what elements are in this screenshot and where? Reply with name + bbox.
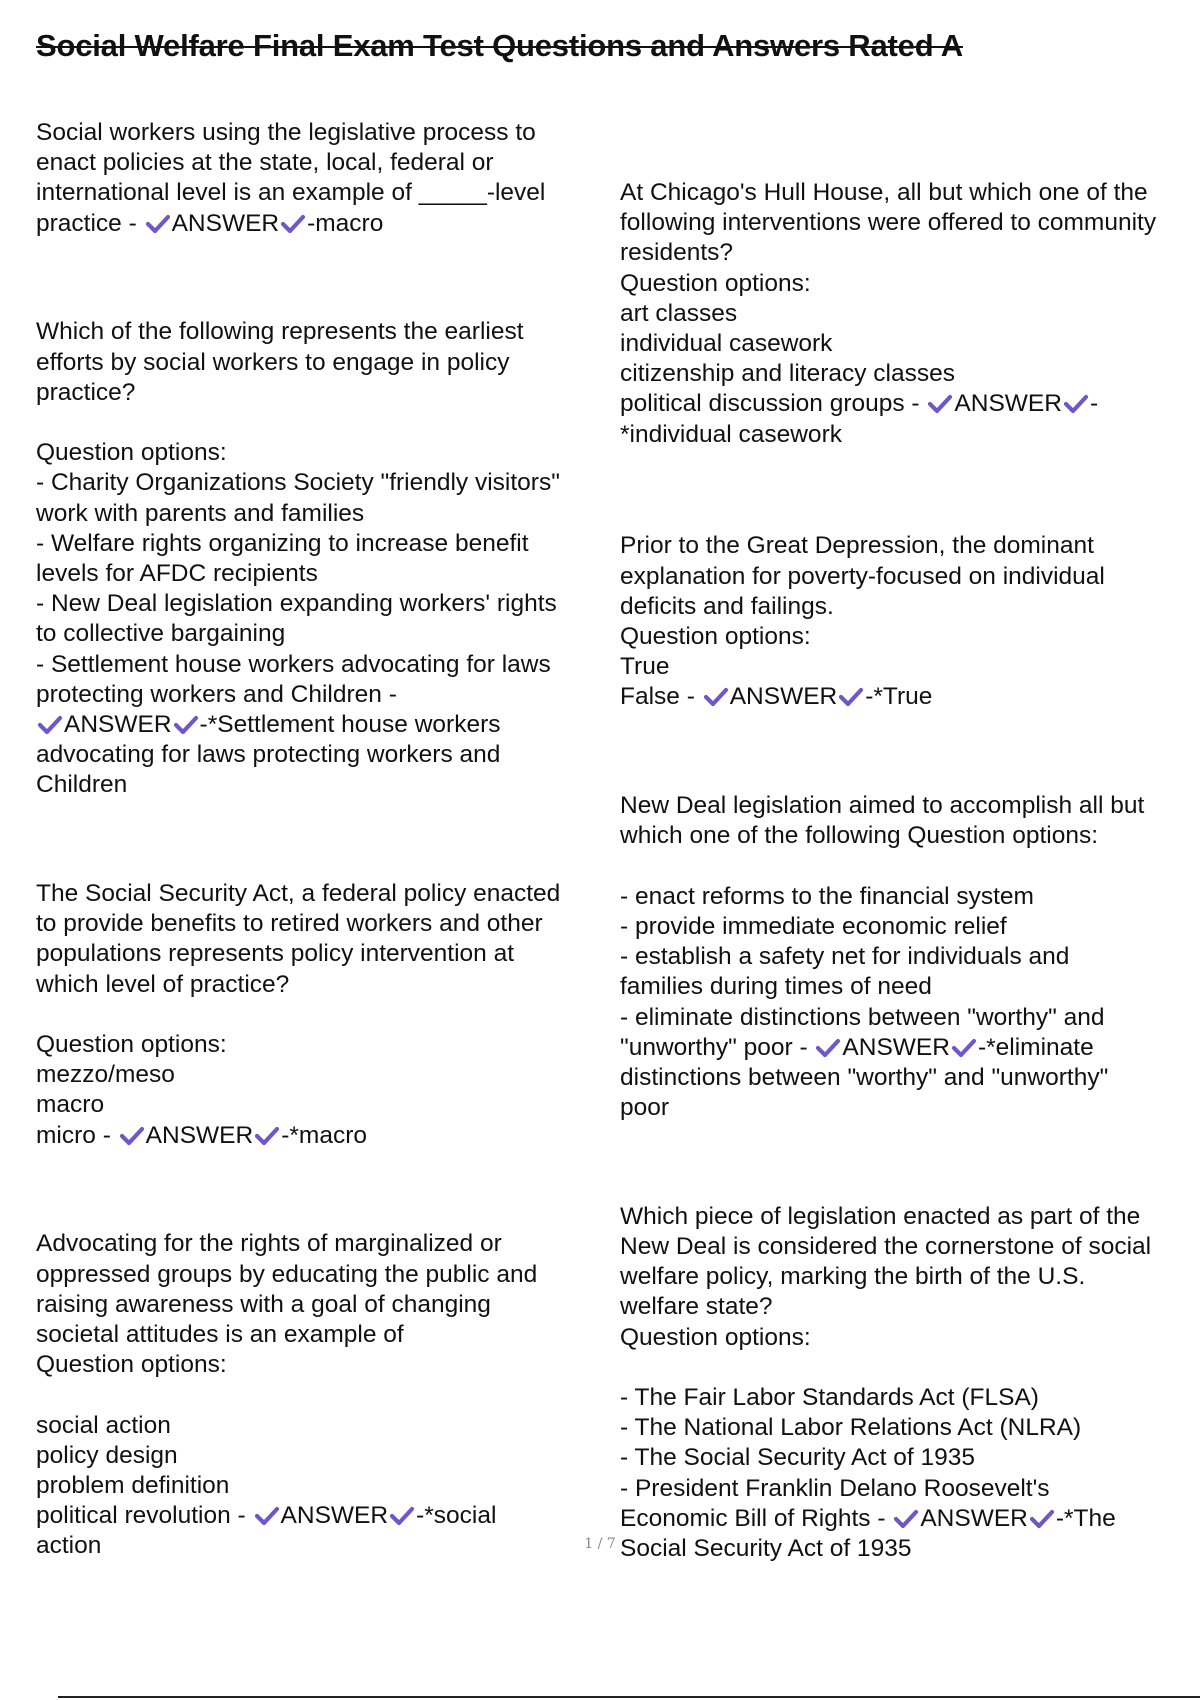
question-block bbox=[620, 178, 1195, 450]
answer-label: ANSWER bbox=[145, 1121, 254, 1149]
checkmark-icon bbox=[927, 392, 953, 414]
text-line: action bbox=[36, 1532, 102, 1560]
text-line: efforts by social workers to engage in policy bbox=[36, 348, 510, 376]
text-line: Children bbox=[36, 771, 128, 799]
text-line: - Settlement house workers advocating for laws bbox=[36, 650, 551, 678]
text-line: residents? bbox=[620, 239, 734, 267]
answer-prefix: Economic Bill of Rights - bbox=[620, 1504, 893, 1532]
answer-label: ANSWER bbox=[729, 683, 838, 711]
checkmark-icon bbox=[254, 1504, 280, 1526]
text-line: - President Franklin Delano Roosevelt's bbox=[620, 1474, 1050, 1502]
answer-line bbox=[620, 389, 1195, 419]
answer-prefix: political discussion groups - bbox=[620, 390, 927, 418]
text-line: advocating for laws protecting workers and bbox=[36, 741, 501, 769]
text-line: distinctions between "worthy" and "unworthy" bbox=[620, 1063, 1109, 1091]
answer-label: ANSWER bbox=[842, 1033, 950, 1061]
question-block bbox=[620, 531, 1195, 712]
text-line: art classes bbox=[620, 299, 738, 327]
text-line: problem definition bbox=[36, 1472, 230, 1500]
text-line: which one of the following Question options: bbox=[620, 822, 1099, 850]
question-block bbox=[620, 1202, 1195, 1564]
checkmark-icon bbox=[893, 1507, 919, 1529]
text-line bbox=[620, 1353, 1195, 1383]
answer-text: -*eliminate bbox=[977, 1033, 1094, 1061]
answer-prefix: "unworthy" poor - bbox=[620, 1033, 815, 1061]
text-line: Social workers using the legislative process to bbox=[36, 119, 536, 146]
text-line: which level of practice? bbox=[36, 970, 290, 998]
answer-line bbox=[36, 710, 601, 740]
answer-prefix: micro - bbox=[36, 1121, 118, 1149]
checkmark-icon bbox=[280, 212, 306, 234]
checkmark-icon bbox=[389, 1504, 415, 1526]
text-line: societal attitudes is an example of bbox=[36, 1321, 404, 1349]
text-line: mezzo/meso bbox=[36, 1061, 175, 1089]
text-line: levels for AFDC recipients bbox=[36, 559, 318, 587]
question-block bbox=[36, 879, 601, 1151]
text-line: welfare policy, marking the birth of the U.S. bbox=[620, 1263, 1086, 1291]
text-line: Social Security Act of 1935 bbox=[620, 1535, 912, 1563]
checkmark-icon bbox=[815, 1036, 841, 1058]
answer-line bbox=[36, 209, 601, 239]
text-line: *individual casework bbox=[620, 420, 842, 448]
text-line: - New Deal legislation expanding workers' rights bbox=[36, 590, 557, 618]
checkmark-icon bbox=[173, 713, 199, 735]
answer-prefix: political revolution - bbox=[36, 1502, 253, 1530]
question-block bbox=[36, 317, 601, 800]
text-line: deficits and failings. bbox=[620, 592, 834, 620]
text-line: Question options: bbox=[620, 622, 811, 650]
text-line: Question options: bbox=[620, 269, 811, 297]
text-line: - The National Labor Relations Act (NLRA) bbox=[620, 1414, 1082, 1442]
page-bottom-rule bbox=[58, 1696, 1200, 1698]
text-line: - enact reforms to the financial system bbox=[620, 882, 1034, 910]
text-line: At Chicago's Hull House, all but which one of the bbox=[620, 179, 1148, 206]
answer-label: ANSWER bbox=[920, 1504, 1028, 1532]
text-line: - eliminate distinctions between "worthy" and bbox=[620, 1003, 1105, 1031]
answer-text: -*The bbox=[1055, 1504, 1116, 1532]
answer-label: ANSWER bbox=[171, 209, 280, 237]
answer-text: -*True bbox=[865, 683, 933, 711]
text-line: - The Social Security Act of 1935 bbox=[620, 1444, 975, 1472]
text-line bbox=[620, 852, 1195, 882]
text-line: Question options: bbox=[36, 1031, 227, 1059]
text-line: Which of the following represents the earliest bbox=[36, 318, 524, 346]
text-line bbox=[36, 1380, 601, 1410]
text-line: - Charity Organizations Society "friendly visitors" bbox=[36, 469, 560, 497]
checkmark-icon bbox=[1029, 1507, 1055, 1529]
checkmark-icon bbox=[703, 685, 729, 707]
text-line: international level is an example of _____-level bbox=[36, 179, 546, 207]
text-line: protecting workers and Children - bbox=[36, 680, 397, 708]
text-line: individual casework bbox=[620, 330, 833, 358]
answer-prefix: practice - bbox=[36, 209, 144, 237]
text-line: oppressed groups by educating the public and bbox=[36, 1260, 538, 1288]
text-line: populations represents policy intervention at bbox=[36, 940, 515, 968]
text-line: macro bbox=[36, 1091, 105, 1119]
text-line: The Social Security Act, a federal policy enacted bbox=[36, 880, 561, 908]
text-line: following interventions were offered to community bbox=[620, 209, 1157, 237]
text-line: New Deal is considered the cornerstone of social bbox=[620, 1233, 1152, 1261]
text-line: explanation for poverty-focused on individual bbox=[620, 562, 1105, 590]
question-block bbox=[620, 791, 1195, 1123]
text-line: - Welfare rights organizing to increase benefit bbox=[36, 529, 529, 557]
answer-line bbox=[620, 1504, 1195, 1534]
text-line: citizenship and literacy classes bbox=[620, 360, 955, 388]
checkmark-icon bbox=[951, 1036, 977, 1058]
page-number: 1 / 7 bbox=[584, 1536, 616, 1552]
text-line: work with parents and families bbox=[36, 499, 365, 527]
answer-prefix: False - bbox=[620, 683, 702, 711]
answer-line bbox=[36, 1121, 601, 1151]
text-line: poor bbox=[620, 1094, 670, 1122]
answer-line bbox=[620, 682, 1195, 712]
question-block bbox=[36, 118, 601, 239]
text-line: Which piece of legislation enacted as part of the bbox=[620, 1202, 1141, 1230]
text-line bbox=[36, 408, 601, 438]
question-block bbox=[36, 1229, 601, 1561]
answer-label: ANSWER bbox=[280, 1502, 389, 1530]
text-line: - establish a safety net for individuals and bbox=[620, 943, 1070, 971]
answer-label: ANSWER bbox=[64, 710, 172, 738]
text-line: practice? bbox=[36, 378, 136, 406]
text-line: enact policies at the state, local, federal or bbox=[36, 149, 494, 177]
text-line: families during times of need bbox=[620, 973, 932, 1001]
answer-text: - bbox=[1089, 390, 1099, 418]
text-line: welfare state? bbox=[620, 1293, 773, 1321]
answer-label: ANSWER bbox=[954, 390, 1062, 418]
text-line: - provide immediate economic relief bbox=[620, 912, 1007, 940]
text-line: policy design bbox=[36, 1441, 178, 1469]
text-line: New Deal legislation aimed to accomplish all but bbox=[620, 792, 1145, 820]
answer-text: -macro bbox=[307, 209, 384, 237]
text-line: to provide benefits to retired workers and other bbox=[36, 910, 543, 938]
checkmark-icon bbox=[1063, 392, 1089, 414]
text-line: True bbox=[620, 653, 670, 681]
text-line: Question options: bbox=[36, 439, 227, 467]
text-line bbox=[36, 1000, 601, 1030]
right-column bbox=[620, 178, 1195, 1564]
answer-line bbox=[36, 1501, 601, 1531]
text-line: social action bbox=[36, 1411, 171, 1439]
text-line: to collective bargaining bbox=[36, 620, 286, 648]
left-column bbox=[36, 118, 601, 1562]
checkmark-icon bbox=[254, 1124, 280, 1146]
document-title: Social Welfare Final Exam Test Questions and Answers Rated A bbox=[36, 28, 963, 63]
checkmark-icon bbox=[145, 212, 171, 234]
checkmark-icon bbox=[119, 1124, 145, 1146]
answer-text: -*social bbox=[416, 1502, 497, 1530]
answer-text: -*Settlement house workers bbox=[199, 710, 501, 738]
text-line: Question options: bbox=[620, 1323, 811, 1351]
text-line: Question options: bbox=[36, 1351, 227, 1379]
text-line: Advocating for the rights of marginalized or bbox=[36, 1230, 502, 1258]
text-line: - The Fair Labor Standards Act (FLSA) bbox=[620, 1384, 1039, 1412]
answer-line bbox=[620, 1033, 1195, 1063]
checkmark-icon bbox=[838, 685, 864, 707]
answer-text: -*macro bbox=[281, 1121, 367, 1149]
checkmark-icon bbox=[37, 713, 63, 735]
text-line: raising awareness with a goal of changing bbox=[36, 1290, 491, 1318]
text-line: Prior to the Great Depression, the dominant bbox=[620, 532, 1094, 560]
